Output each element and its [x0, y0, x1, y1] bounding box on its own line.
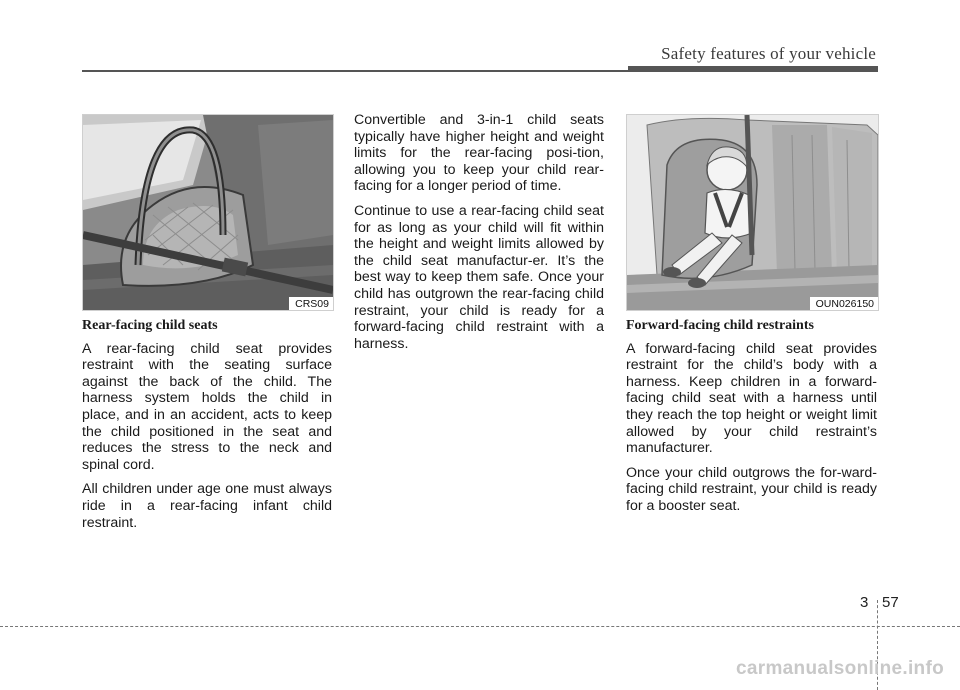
rear-facing-heading: Rear-facing child seats — [82, 318, 218, 333]
forward-facing-paragraph-2: Once your child outgrows the for-ward-facing child restraint, your child is ready for a booster seat. — [626, 464, 877, 514]
forward-facing-paragraph-1: A forward-facing child seat provides restraint for the child’s body with a harness. Keep children in a forward-facing child seat with a harness until they reach the top height or weight limit allowed by your child restraint’s manufacturer. — [626, 340, 877, 457]
footer-dashed-rule — [0, 626, 960, 627]
middle-text-column — [354, 112, 604, 360]
section-number: 3 — [860, 594, 869, 611]
forward-facing-heading: Forward-facing child restraints — [626, 318, 814, 333]
rear-facing-paragraph-1: A rear-facing child seat provides restraint with the seating surface against the back of the child. The harness system holds the child in place, and in an accident, acts to keep the child positioned in the seat and reduces the stress to the neck and spinal cord. — [82, 340, 332, 473]
page-header-title: Safety features of your vehicle — [661, 44, 876, 63]
rear-facing-seat-illustration — [82, 114, 334, 311]
rear-facing-seat-drawing — [83, 115, 333, 310]
continue-rear-facing-paragraph: Continue to use a rear-facing child seat for as long as your child will fit within the height and weight limits allowed by the child seat manufactur-er. It’s the best way to keep them safe. Once your child has outgrown the rear-facing child restraint, your child is ready for a forward-facing child restraint with a harness. — [354, 202, 604, 352]
watermark-text: carmanualsonline.info — [736, 658, 944, 679]
forward-facing-seat-illustration — [626, 114, 879, 311]
header-rule — [82, 70, 878, 72]
convertible-seats-paragraph: Convertible and 3-in-1 child seats typically have higher height and weight limits for the rear-facing posi-tion, allowing you to keep your child rear-facing for a longer period of time. — [354, 112, 604, 195]
left-text-column — [82, 318, 332, 539]
page-number: 57 — [882, 594, 899, 611]
figure-code-crs09: CRS09 — [289, 297, 333, 310]
forward-facing-seat-drawing — [627, 115, 878, 310]
figure-code-oun026150: OUN026150 — [810, 297, 878, 310]
rear-facing-paragraph-2: All children under age one must always ride in a rear-facing infant child restraint. — [82, 481, 332, 531]
right-text-column — [626, 318, 877, 523]
